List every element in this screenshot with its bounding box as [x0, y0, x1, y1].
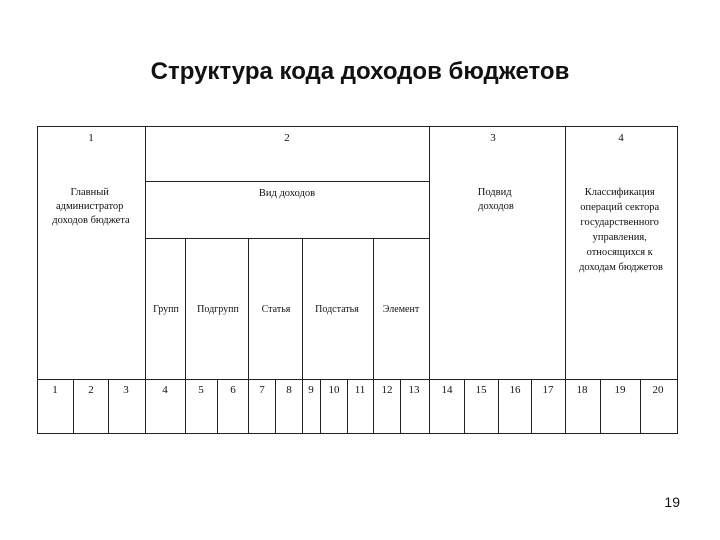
digit-cell: 12 [381, 384, 393, 396]
digit-cell: 8 [286, 384, 292, 396]
header-classification: Классификация операций сектора государственного управления, относящихся к доходам бюджетов [579, 187, 663, 273]
digit-cell: 3 [123, 384, 129, 396]
digit-cell: 20 [652, 384, 664, 396]
digit-cell: 1 [52, 384, 58, 396]
section-number: 1 [88, 132, 94, 144]
header-main-admin: Главный администратор доходов бюджета [52, 187, 130, 226]
subheader-group: Групп [153, 304, 179, 315]
section-number: 4 [618, 132, 624, 144]
header-income-type: Вид доходов [258, 188, 316, 199]
page-title: Структура кода доходов бюджетов [150, 58, 570, 85]
digit-cell: 6 [230, 384, 236, 396]
digit-cell: 11 [354, 384, 366, 396]
digit-cell: 2 [88, 384, 94, 396]
section-number: 3 [490, 132, 496, 144]
digit-cell: 14 [441, 384, 453, 396]
header-income-subtype: Подвид доходов [477, 187, 514, 212]
digit-cell: 17 [542, 384, 554, 396]
subheader-subarticle: Подстатья [315, 304, 359, 315]
page-number: 19 [664, 494, 680, 510]
digit-cell: 7 [259, 384, 265, 396]
digit-cell: 16 [509, 384, 521, 396]
digit-cell: 18 [576, 384, 588, 396]
subheader-subgroup: Подгрупп [197, 304, 239, 315]
digit-cell: 9 [308, 384, 314, 396]
digit-cell: 15 [475, 384, 487, 396]
digit-cell: 13 [408, 384, 420, 396]
subheader-element: Элемент [382, 304, 420, 315]
digit-cell: 5 [198, 384, 204, 396]
digit-cell: 10 [328, 384, 340, 396]
subheader-article: Статья [261, 304, 291, 315]
section-number: 2 [284, 132, 290, 144]
digit-cell: 19 [614, 384, 626, 396]
digit-cell: 4 [162, 384, 168, 396]
